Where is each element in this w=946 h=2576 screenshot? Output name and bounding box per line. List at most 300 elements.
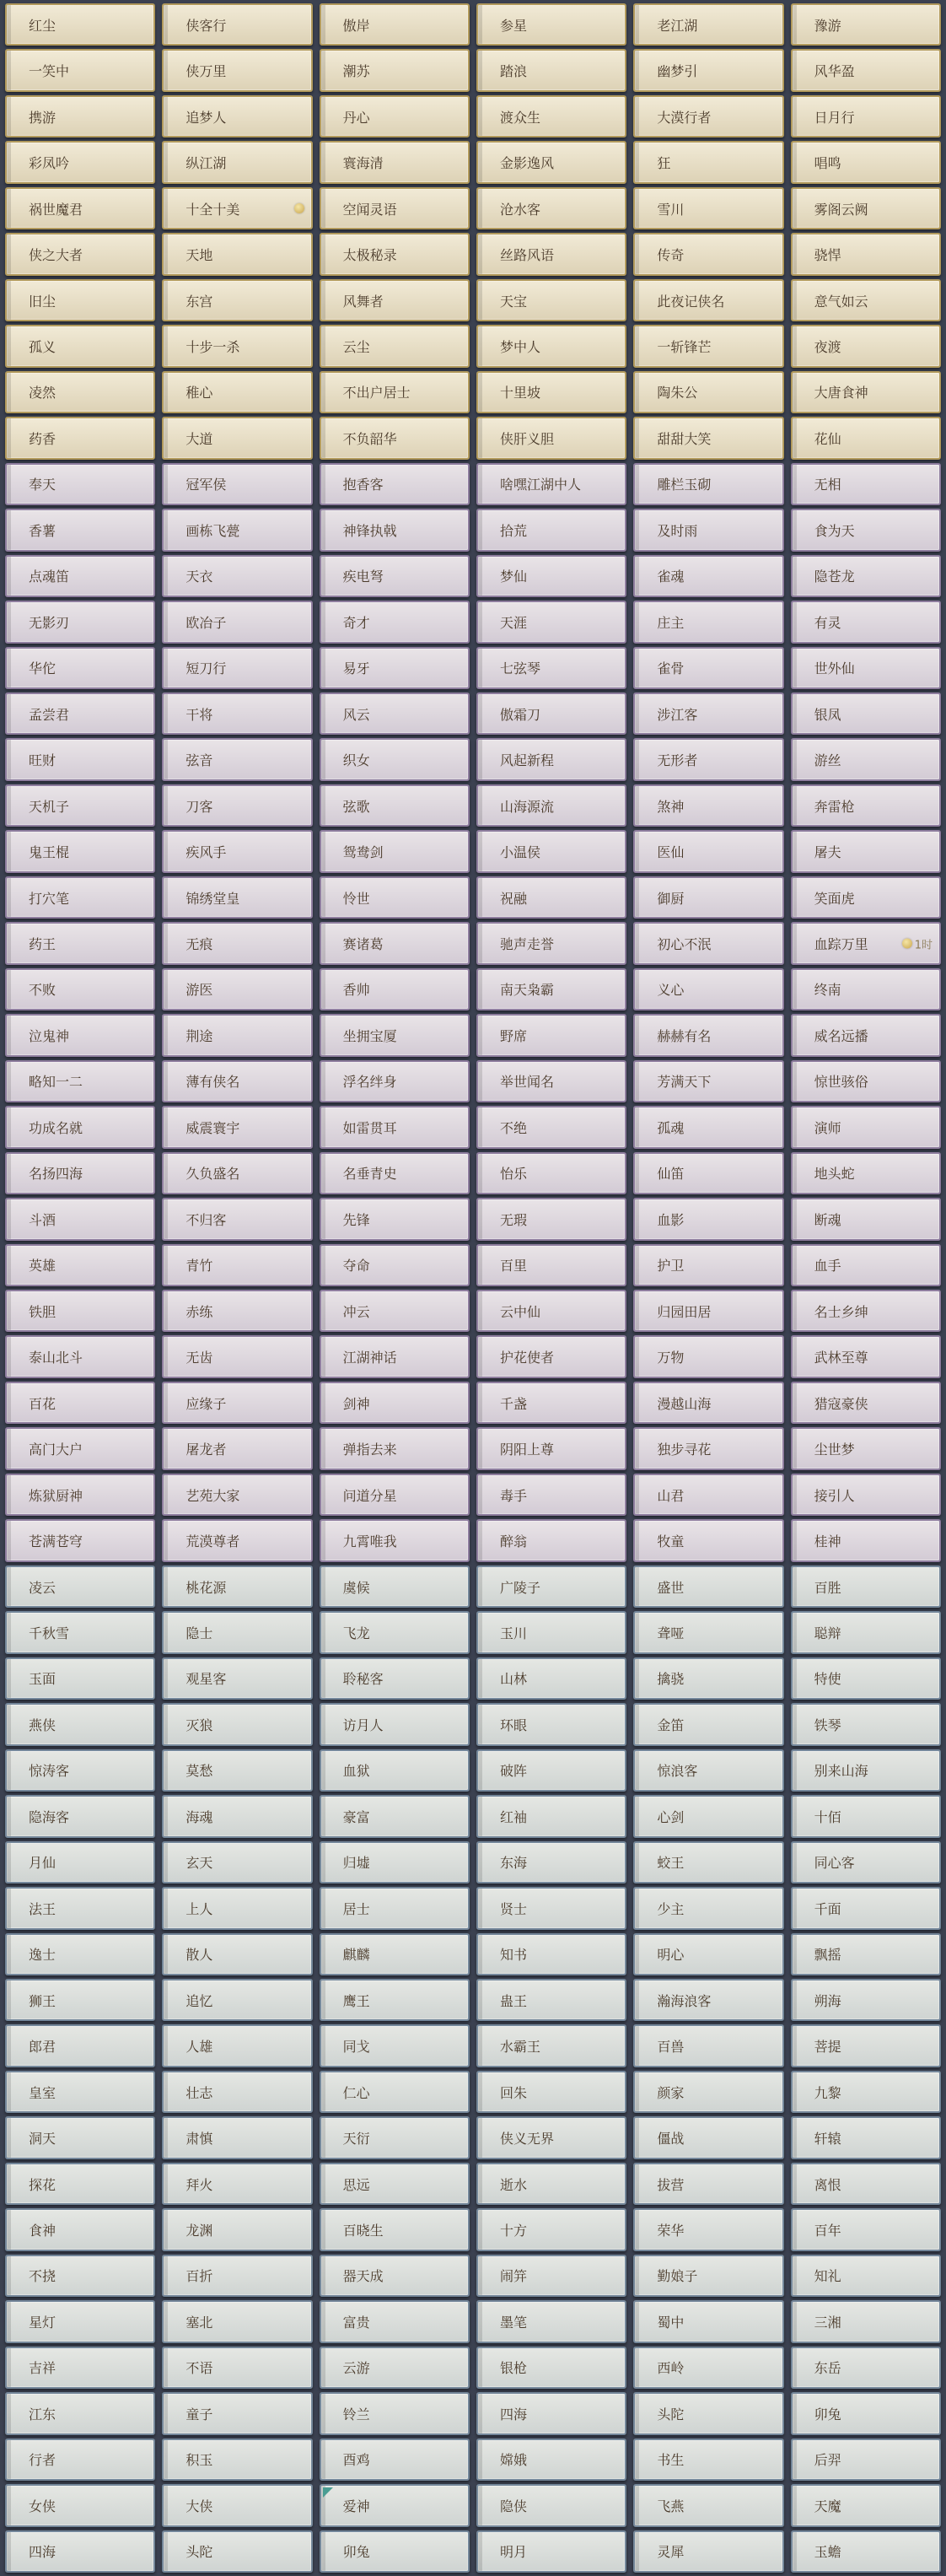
title-tile[interactable] (320, 325, 470, 367)
title-tile[interactable] (633, 601, 783, 643)
title-tile[interactable] (633, 2392, 783, 2434)
title-tile[interactable] (476, 1841, 626, 1883)
title-tile[interactable] (162, 1519, 312, 1561)
title-tile[interactable] (633, 1611, 783, 1653)
title-tile[interactable] (476, 601, 626, 643)
title-tile[interactable] (791, 463, 941, 505)
title-tile[interactable] (5, 1795, 155, 1837)
title-tile[interactable] (5, 968, 155, 1010)
title-tile[interactable] (633, 1657, 783, 1700)
title-tile[interactable] (320, 784, 470, 827)
title-tile[interactable] (633, 1106, 783, 1148)
title-tile[interactable] (476, 2116, 626, 2158)
title-tile[interactable] (320, 2530, 470, 2573)
title-tile[interactable] (320, 1427, 470, 1469)
title-tile[interactable] (320, 1106, 470, 1148)
title-tile[interactable] (791, 968, 941, 1010)
title-tile[interactable] (5, 2116, 155, 2158)
title-tile[interactable] (633, 2071, 783, 2113)
title-tile[interactable] (5, 1014, 155, 1056)
title-tile[interactable] (791, 1474, 941, 1516)
title-tile[interactable] (162, 325, 312, 367)
title-tile[interactable] (633, 1335, 783, 1377)
title-tile[interactable] (476, 1519, 626, 1561)
title-tile[interactable] (5, 1979, 155, 2021)
title-tile[interactable] (791, 1198, 941, 1240)
title-tile[interactable] (162, 1382, 312, 1424)
title-tile[interactable] (5, 2439, 155, 2481)
title-tile[interactable] (791, 1014, 941, 1056)
title-tile[interactable] (633, 1290, 783, 1332)
title-tile[interactable] (791, 2163, 941, 2205)
title-tile[interactable] (476, 968, 626, 1010)
title-tile[interactable] (633, 2484, 783, 2526)
title-tile[interactable] (791, 49, 941, 91)
title-tile[interactable] (5, 509, 155, 551)
title-tile[interactable] (320, 2208, 470, 2250)
title-tile[interactable] (633, 3, 783, 46)
title-tile[interactable] (633, 1703, 783, 1745)
title-tile[interactable] (5, 2347, 155, 2389)
title-tile[interactable] (633, 830, 783, 872)
title-tile[interactable] (5, 1933, 155, 1975)
title-tile[interactable] (320, 1887, 470, 1929)
title-tile[interactable] (320, 49, 470, 91)
title-tile[interactable] (791, 2255, 941, 2297)
title-tile[interactable] (476, 830, 626, 872)
title-tile[interactable] (162, 49, 312, 91)
title-tile[interactable] (320, 2163, 470, 2205)
title-tile[interactable] (162, 1657, 312, 1700)
title-tile[interactable] (320, 1519, 470, 1561)
title-tile[interactable] (320, 2024, 470, 2067)
title-tile[interactable] (162, 2392, 312, 2434)
title-tile[interactable] (476, 2163, 626, 2205)
title-tile[interactable] (791, 1060, 941, 1102)
title-tile[interactable] (320, 2255, 470, 2297)
title-tile[interactable] (5, 2392, 155, 2434)
title-tile[interactable] (476, 1152, 626, 1194)
title-tile[interactable] (5, 2071, 155, 2113)
title-tile[interactable] (476, 1198, 626, 1240)
title-tile[interactable] (320, 1335, 470, 1377)
title-tile[interactable] (320, 601, 470, 643)
title-tile[interactable] (476, 1244, 626, 1286)
title-tile[interactable] (162, 2484, 312, 2526)
title-tile[interactable] (162, 2347, 312, 2389)
title-tile[interactable] (476, 1933, 626, 1975)
title-tile[interactable] (5, 693, 155, 735)
title-tile[interactable] (5, 3, 155, 46)
title-tile[interactable] (320, 233, 470, 275)
title-tile[interactable] (5, 2484, 155, 2526)
title-tile[interactable] (791, 2484, 941, 2526)
title-tile[interactable] (320, 1749, 470, 1792)
title-tile[interactable] (791, 876, 941, 919)
title-tile[interactable] (633, 647, 783, 689)
title-tile[interactable] (320, 509, 470, 551)
title-tile[interactable] (162, 1106, 312, 1148)
title-tile[interactable] (162, 417, 312, 459)
title-tile[interactable] (633, 1244, 783, 1286)
title-tile[interactable] (320, 1611, 470, 1653)
title-tile[interactable] (476, 1335, 626, 1377)
title-tile[interactable] (5, 922, 155, 964)
title-tile[interactable] (476, 2347, 626, 2389)
title-tile[interactable] (5, 49, 155, 91)
title-tile[interactable] (320, 1703, 470, 1745)
title-tile[interactable] (162, 2439, 312, 2481)
title-tile[interactable] (791, 279, 941, 321)
title-tile[interactable] (5, 601, 155, 643)
title-tile[interactable] (476, 647, 626, 689)
title-tile[interactable] (162, 1887, 312, 1929)
title-tile[interactable] (791, 1703, 941, 1745)
title-tile[interactable] (320, 2347, 470, 2389)
title-tile[interactable] (162, 279, 312, 321)
title-tile[interactable] (162, 1566, 312, 1608)
title-tile[interactable] (5, 1657, 155, 1700)
title-tile[interactable] (320, 279, 470, 321)
title-tile[interactable] (162, 1841, 312, 1883)
title-tile[interactable] (5, 2208, 155, 2250)
title-tile[interactable] (476, 233, 626, 275)
title-tile[interactable] (791, 738, 941, 780)
title-tile[interactable] (476, 1382, 626, 1424)
title-tile[interactable] (5, 1474, 155, 1516)
title-tile[interactable] (320, 1014, 470, 1056)
title-tile[interactable] (476, 2208, 626, 2250)
title-tile[interactable] (633, 325, 783, 367)
title-tile[interactable] (320, 693, 470, 735)
title-tile[interactable] (633, 141, 783, 183)
title-tile[interactable] (162, 1474, 312, 1516)
title-tile[interactable] (633, 1152, 783, 1194)
title-tile[interactable] (476, 2024, 626, 2067)
title-tile[interactable] (162, 1427, 312, 1469)
title-tile[interactable] (5, 417, 155, 459)
title-tile[interactable] (633, 233, 783, 275)
title-tile[interactable] (633, 2163, 783, 2205)
title-tile[interactable] (162, 2163, 312, 2205)
title-tile[interactable] (633, 49, 783, 91)
title-tile[interactable] (320, 1474, 470, 1516)
title-tile[interactable] (162, 1152, 312, 1194)
title-tile[interactable] (791, 2300, 941, 2342)
title-tile[interactable] (791, 601, 941, 643)
title-tile[interactable] (162, 1933, 312, 1975)
title-tile[interactable] (162, 1198, 312, 1240)
title-tile[interactable] (633, 922, 783, 964)
title-tile[interactable] (320, 1979, 470, 2021)
title-tile[interactable] (633, 187, 783, 229)
title-tile[interactable] (320, 187, 470, 229)
title-tile[interactable] (633, 738, 783, 780)
title-tile[interactable] (633, 1933, 783, 1975)
title-tile[interactable] (476, 1703, 626, 1745)
title-tile[interactable] (162, 1979, 312, 2021)
title-tile[interactable] (633, 1014, 783, 1056)
title-tile[interactable] (791, 509, 941, 551)
title-tile[interactable] (791, 1382, 941, 1424)
title-tile[interactable] (791, 187, 941, 229)
title-tile[interactable] (476, 1014, 626, 1056)
title-tile[interactable] (5, 1703, 155, 1745)
title-tile[interactable] (633, 1427, 783, 1469)
title-tile[interactable] (162, 233, 312, 275)
title-tile[interactable] (162, 1290, 312, 1332)
title-tile[interactable] (791, 1795, 941, 1837)
title-tile[interactable] (162, 1795, 312, 1837)
title-tile[interactable] (791, 2439, 941, 2481)
title-tile[interactable] (476, 509, 626, 551)
title-tile[interactable] (633, 1979, 783, 2021)
title-tile[interactable] (791, 2024, 941, 2067)
title-tile[interactable] (476, 417, 626, 459)
title-tile[interactable] (162, 693, 312, 735)
title-tile[interactable] (5, 1244, 155, 1286)
title-tile[interactable] (476, 49, 626, 91)
title-tile[interactable] (633, 371, 783, 413)
title-tile[interactable] (633, 2024, 783, 2067)
title-tile[interactable] (5, 1887, 155, 1929)
title-tile[interactable] (162, 1014, 312, 1056)
title-tile[interactable] (320, 2116, 470, 2158)
title-tile[interactable] (633, 2116, 783, 2158)
title-tile[interactable] (476, 2300, 626, 2342)
title-tile[interactable] (476, 1106, 626, 1148)
title-tile[interactable] (5, 2024, 155, 2067)
title-tile[interactable] (5, 141, 155, 183)
title-tile[interactable] (162, 1703, 312, 1745)
title-tile[interactable] (320, 141, 470, 183)
title-tile[interactable] (162, 555, 312, 597)
title-tile[interactable] (791, 1611, 941, 1653)
title-tile[interactable] (320, 2439, 470, 2481)
title-tile[interactable] (476, 3, 626, 46)
title-tile[interactable] (162, 738, 312, 780)
title-tile[interactable] (320, 1382, 470, 1424)
title-tile[interactable] (791, 1979, 941, 2021)
title-tile[interactable] (476, 2484, 626, 2526)
title-tile[interactable] (320, 1198, 470, 1240)
title-tile[interactable] (5, 463, 155, 505)
title-tile[interactable] (476, 1060, 626, 1102)
title-tile[interactable] (320, 1933, 470, 1975)
title-tile[interactable] (5, 1749, 155, 1792)
title-tile[interactable] (633, 1060, 783, 1102)
title-tile[interactable] (162, 1335, 312, 1377)
title-tile[interactable] (320, 3, 470, 46)
title-tile[interactable] (476, 141, 626, 183)
title-tile[interactable] (633, 876, 783, 919)
title-tile[interactable] (320, 647, 470, 689)
title-tile[interactable] (162, 2116, 312, 2158)
title-tile[interactable] (791, 371, 941, 413)
title-tile[interactable] (5, 555, 155, 597)
title-tile[interactable] (633, 463, 783, 505)
title-tile[interactable] (476, 2392, 626, 2434)
title-tile[interactable] (791, 2347, 941, 2389)
title-tile[interactable] (5, 784, 155, 827)
title-tile[interactable] (162, 2255, 312, 2297)
title-tile[interactable] (476, 693, 626, 735)
title-tile[interactable] (791, 2530, 941, 2573)
title-tile[interactable] (162, 2300, 312, 2342)
title-tile[interactable] (791, 1152, 941, 1194)
title-tile[interactable] (791, 141, 941, 183)
title-tile[interactable] (5, 1060, 155, 1102)
title-tile[interactable] (320, 2300, 470, 2342)
title-tile[interactable] (476, 555, 626, 597)
title-tile[interactable] (162, 968, 312, 1010)
title-tile[interactable] (5, 1519, 155, 1561)
title-tile[interactable] (5, 2163, 155, 2205)
title-tile[interactable] (5, 1382, 155, 1424)
title-tile[interactable] (476, 1795, 626, 1837)
title-tile[interactable] (162, 2071, 312, 2113)
title-tile[interactable] (791, 2392, 941, 2434)
title-tile[interactable] (791, 1749, 941, 1792)
title-tile[interactable] (791, 555, 941, 597)
title-tile[interactable] (5, 1290, 155, 1332)
title-tile[interactable] (791, 1427, 941, 1469)
title-tile[interactable] (633, 2439, 783, 2481)
title-tile[interactable] (633, 2255, 783, 2297)
title-tile[interactable] (791, 784, 941, 827)
title-tile[interactable] (476, 463, 626, 505)
title-tile[interactable] (791, 1290, 941, 1332)
title-tile[interactable] (162, 1244, 312, 1286)
title-tile[interactable] (320, 555, 470, 597)
title-tile[interactable] (320, 1060, 470, 1102)
title-tile[interactable] (476, 279, 626, 321)
title-tile[interactable] (476, 784, 626, 827)
title-tile[interactable] (162, 3, 312, 46)
title-tile[interactable] (5, 1566, 155, 1608)
title-tile[interactable] (162, 647, 312, 689)
title-tile[interactable] (5, 187, 155, 229)
title-tile[interactable] (320, 2392, 470, 2434)
title-tile[interactable] (476, 1474, 626, 1516)
title-tile[interactable] (791, 1335, 941, 1377)
title-tile[interactable] (791, 1106, 941, 1148)
title-tile[interactable] (476, 95, 626, 137)
title-tile[interactable] (320, 463, 470, 505)
title-tile[interactable] (791, 693, 941, 735)
title-tile[interactable] (320, 830, 470, 872)
title-tile[interactable] (633, 1382, 783, 1424)
title-tile[interactable] (476, 371, 626, 413)
title-tile[interactable] (791, 1566, 941, 1608)
title-tile[interactable] (476, 2071, 626, 2113)
title-tile[interactable] (162, 371, 312, 413)
title-tile[interactable] (633, 2300, 783, 2342)
title-tile[interactable] (476, 1290, 626, 1332)
title-tile[interactable] (5, 738, 155, 780)
title-tile[interactable] (162, 830, 312, 872)
title-tile[interactable] (633, 693, 783, 735)
title-tile[interactable] (476, 187, 626, 229)
title-tile[interactable] (320, 371, 470, 413)
title-tile[interactable] (633, 2530, 783, 2573)
title-tile[interactable] (791, 417, 941, 459)
title-tile[interactable] (5, 876, 155, 919)
title-tile[interactable] (791, 1887, 941, 1929)
title-tile[interactable] (162, 2530, 312, 2573)
title-tile[interactable] (791, 1933, 941, 1975)
title-tile[interactable] (5, 1106, 155, 1148)
title-tile[interactable] (476, 1611, 626, 1653)
title-tile[interactable] (320, 1795, 470, 1837)
title-tile[interactable] (791, 3, 941, 46)
title-tile[interactable] (5, 279, 155, 321)
title-tile[interactable] (320, 738, 470, 780)
title-tile[interactable] (5, 830, 155, 872)
title-tile[interactable] (320, 1152, 470, 1194)
title-tile[interactable] (320, 1290, 470, 1332)
title-tile[interactable] (476, 325, 626, 367)
title-tile[interactable] (791, 922, 941, 964)
title-tile[interactable] (476, 922, 626, 964)
title-tile[interactable] (320, 2484, 470, 2526)
title-tile[interactable] (633, 1474, 783, 1516)
title-tile[interactable] (5, 371, 155, 413)
title-tile[interactable] (162, 187, 312, 229)
title-tile[interactable] (791, 2116, 941, 2158)
title-tile[interactable] (320, 2071, 470, 2113)
title-tile[interactable] (633, 2347, 783, 2389)
title-tile[interactable] (633, 279, 783, 321)
title-tile[interactable] (5, 1611, 155, 1653)
title-tile[interactable] (791, 2208, 941, 2250)
title-tile[interactable] (162, 1060, 312, 1102)
title-tile[interactable] (320, 922, 470, 964)
title-tile[interactable] (162, 601, 312, 643)
title-tile[interactable] (5, 647, 155, 689)
title-tile[interactable] (633, 1566, 783, 1608)
title-tile[interactable] (162, 95, 312, 137)
title-tile[interactable] (5, 1427, 155, 1469)
title-tile[interactable] (633, 1841, 783, 1883)
title-tile[interactable] (320, 876, 470, 919)
title-tile[interactable] (5, 1198, 155, 1240)
title-tile[interactable] (162, 1749, 312, 1792)
title-tile[interactable] (476, 1749, 626, 1792)
title-tile[interactable] (162, 509, 312, 551)
title-tile[interactable] (162, 141, 312, 183)
title-tile[interactable] (162, 463, 312, 505)
title-tile[interactable] (633, 2208, 783, 2250)
title-tile[interactable] (791, 647, 941, 689)
title-tile[interactable] (162, 784, 312, 827)
title-tile[interactable] (791, 233, 941, 275)
title-tile[interactable] (476, 738, 626, 780)
title-tile[interactable] (791, 95, 941, 137)
title-tile[interactable] (5, 233, 155, 275)
title-tile[interactable] (320, 95, 470, 137)
title-tile[interactable] (5, 1841, 155, 1883)
title-tile[interactable] (476, 1887, 626, 1929)
title-tile[interactable] (320, 1244, 470, 1286)
title-tile[interactable] (5, 2530, 155, 2573)
title-tile[interactable] (162, 1611, 312, 1653)
title-tile[interactable] (791, 2071, 941, 2113)
title-tile[interactable] (633, 417, 783, 459)
title-tile[interactable] (633, 968, 783, 1010)
title-tile[interactable] (320, 1657, 470, 1700)
title-tile[interactable] (162, 922, 312, 964)
